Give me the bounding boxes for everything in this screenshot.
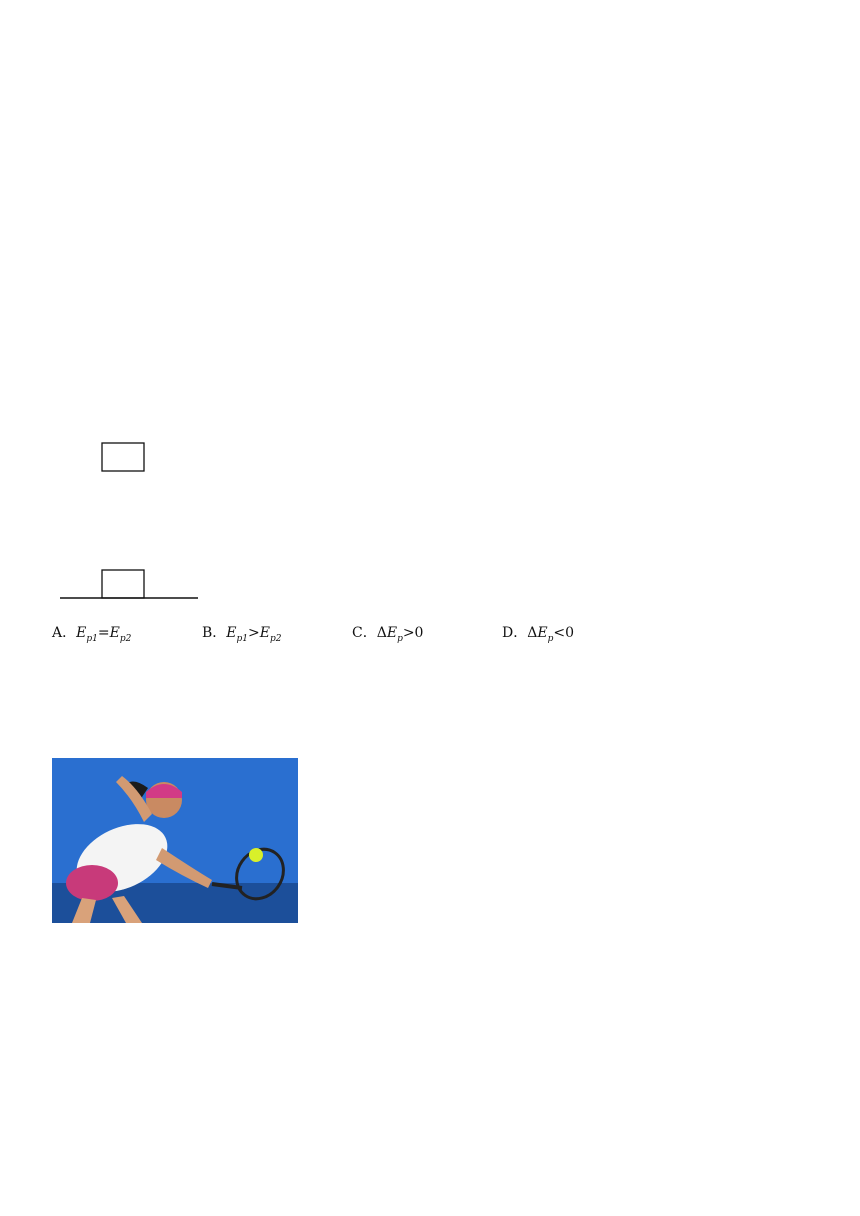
question-1-options — [52, 206, 812, 226]
block-b — [102, 570, 144, 598]
question-3-options — [52, 623, 812, 643]
question-2-options — [52, 308, 812, 328]
spring-block-figure — [56, 440, 202, 614]
question-4-options — [52, 938, 812, 958]
tennis-photo-illustration — [52, 758, 298, 923]
q3-option-a: A．$E_{p1}=E_{p2}$ — [52, 625, 132, 644]
block-a — [102, 443, 144, 471]
tennis-player-photo — [52, 758, 298, 923]
q3-option-b: B．$E_{p1}>E_{p2}$ — [202, 625, 282, 644]
q3-option-c: C．$\Delta E_p>0$ — [352, 625, 424, 644]
tennis-ball — [249, 848, 263, 862]
q3-option-d: D．$\Delta E_p<0$ — [502, 625, 574, 644]
